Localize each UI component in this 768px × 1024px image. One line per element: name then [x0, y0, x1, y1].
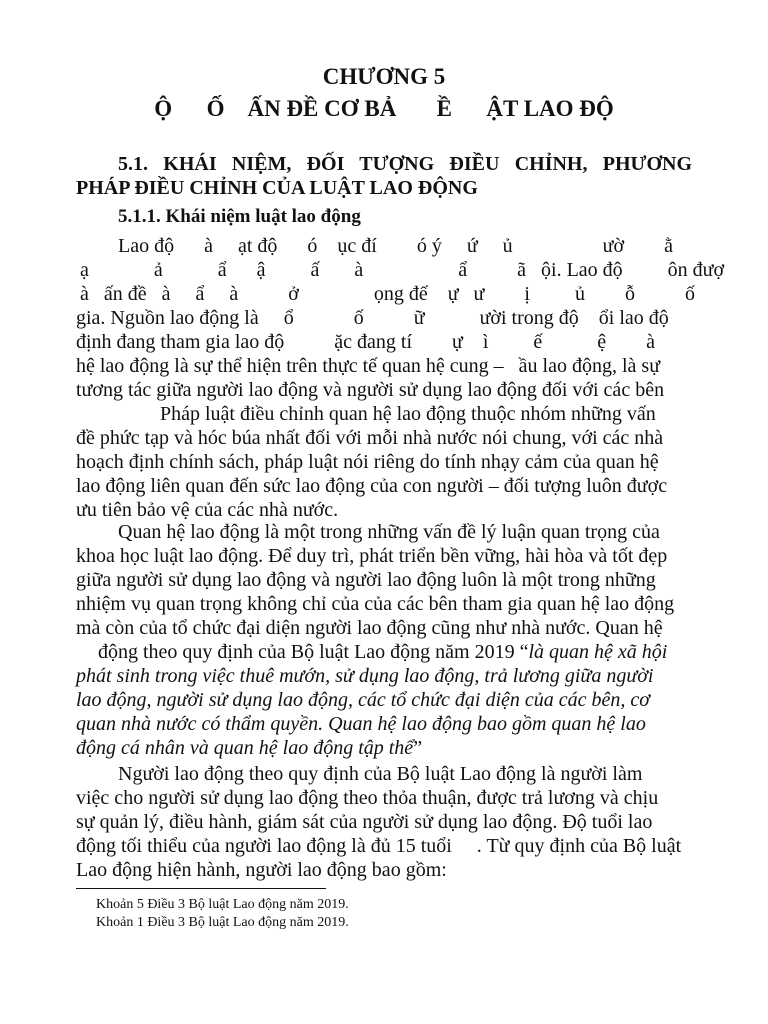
- paragraph-line: lao động liên quan đến sức lao động của con người – đối tượng luôn được: [76, 475, 668, 497]
- footnote: Khoản 5 Điều 3 Bộ luật Lao động năm 2019.: [96, 897, 349, 912]
- paragraph-line: việc cho người sử dụng lao động theo thỏa thuận, được trả lương và chịu: [76, 787, 659, 809]
- legal-quote-line: động cá nhân và quan hệ lao động tập thể”: [76, 737, 423, 759]
- chapter-number: CHƯƠNG 5: [322, 64, 446, 89]
- paragraph-line: nhiệm vụ quan trọng không chỉ của của các bên tham gia quan hệ lao động: [76, 593, 675, 615]
- section-heading-line2: PHÁP ĐIỀU CHỈNH CỦA LUẬT LAO ĐỘNG: [76, 177, 478, 199]
- section-heading-line1: 5.1. KHÁI NIỆM, ĐỐI TƯỢNG ĐIỀU CHỈNH, PHƯƠNG: [118, 153, 692, 175]
- paragraph-line: tương tác giữa người lao động và người sử dụng lao động đối với các bên: [76, 379, 665, 401]
- paragraph-line: Người lao động theo quy định của Bộ luật Lao động là người làm: [118, 763, 643, 785]
- paragraph-line: Lao độ à ạt độ ó ục đí ó ý ứ ủ ườ ằ: [118, 235, 673, 257]
- paragraph-line: khoa học luật lao động. Để duy trì, phát triển bền vững, hài hòa và tốt đẹp: [76, 545, 668, 567]
- paragraph-line: động tối thiểu của người lao động là đủ 15 tuổi . Từ quy định của Bộ luật: [76, 835, 682, 857]
- paragraph-line: Quan hệ lao động là một trong những vấn đề lý luận quan trọng của: [118, 521, 660, 543]
- subsection-heading: 5.1.1. Khái niệm luật lao động: [118, 206, 361, 227]
- paragraph-line: Lao động hiện hành, người lao động bao gồm:: [76, 859, 447, 881]
- paragraph-line: Pháp luật điều chỉnh quan hệ lao động thuộc nhóm những vấn: [160, 403, 656, 425]
- legal-quote-line: lao động, người sử dụng lao động, các tổ chức đại diện của các bên, cơ: [76, 689, 650, 711]
- paragraph-line: giữa người sử dụng lao động và người lao động luôn là một trong những: [76, 569, 656, 591]
- footnote-divider: [76, 888, 326, 889]
- paragraph-line: hệ lao động là sự thể hiện trên thực tế quan hệ cung – ầu lao động, là sự: [76, 355, 661, 377]
- legal-quote: là quan hệ xã hội: [528, 641, 668, 663]
- paragraph-line: sự quản lý, điều hành, giám sát của người sử dụng lao động. Độ tuổi lao: [76, 811, 653, 833]
- paragraph-line: gia. Nguồn lao động là ổ ố ữ ười trong độ ổi lao độ: [76, 307, 669, 329]
- paragraph-line: đề phức tạp và hóc búa nhất đối với mỗi nhà nước nói chung, với các nhà: [76, 427, 664, 449]
- paragraph-line: mà còn của tổ chức đại diện người lao động cũng như nhà nước. Quan hệ: [76, 617, 663, 639]
- paragraph-line: ưu tiên bảo vệ của các nhà nước.: [76, 499, 339, 521]
- paragraph-line: hoạch định chính sách, pháp luật nói riêng do tính nhạy cảm của quan hệ: [76, 451, 659, 473]
- legal-quote-line: quan nhà nước có thẩm quyền. Quan hệ lao động bao gồm quan hệ lao: [76, 713, 646, 735]
- paragraph-line: định đang tham gia lao độ ặc đang tí ự ì ế ệ à: [76, 331, 656, 353]
- legal-quote-line: phát sinh trong việc thuê mướn, sử dụng lao động, trả lương giữa người: [76, 665, 654, 687]
- paragraph-line: ạ ả ẩ ậ ấ à ẩ ã ội. Lao độ ôn đượ: [80, 259, 725, 281]
- paragraph-line: à ấn đề à ẩ à ở ọng đế ự ư ị ủ ỗ ố: [80, 283, 695, 305]
- footnote: Khoản 1 Điều 3 Bộ luật Lao động năm 2019.: [96, 915, 349, 930]
- chapter-title: Ộ Ố ẤN ĐỀ CƠ BẢ Ề ẬT LAO ĐỘ: [154, 96, 614, 121]
- paragraph-line: động theo quy định của Bộ luật Lao động năm 2019 “là quan hệ xã hội: [98, 641, 668, 663]
